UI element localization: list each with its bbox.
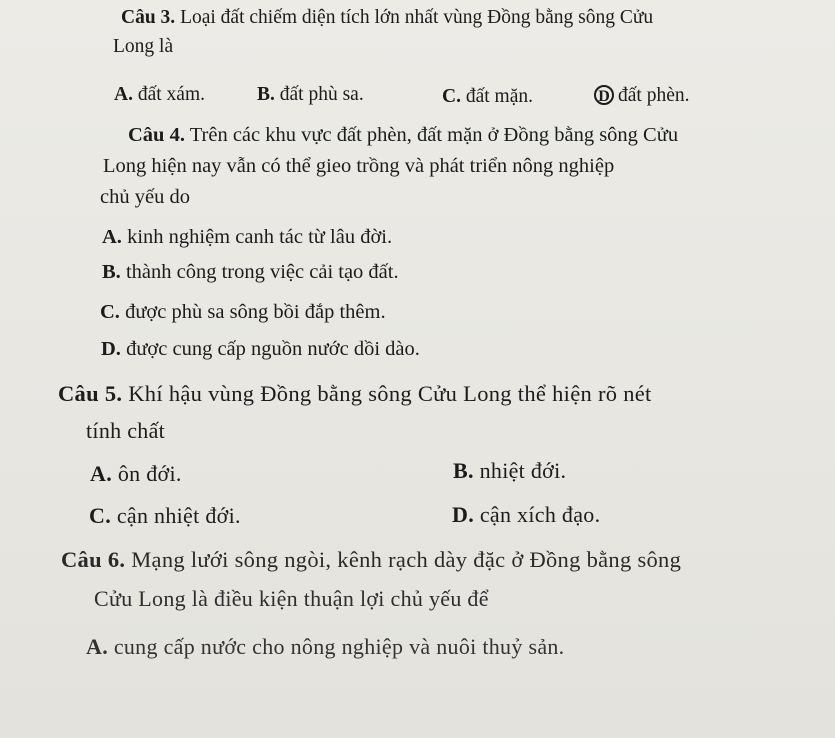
question-4-line-2: [103, 156, 614, 177]
question-6-line-2: [94, 588, 489, 610]
question-text: chủ yếu do: [100, 186, 190, 208]
option-text: ôn đới.: [117, 461, 182, 486]
option-a[interactable]: [114, 85, 205, 105]
option-d-selected[interactable]: [594, 85, 689, 106]
question-4-line-1: [128, 125, 678, 146]
option-text: cận nhiệt đới.: [116, 503, 241, 528]
option-letter: C.: [442, 86, 461, 107]
option-text: đất xám.: [137, 84, 205, 105]
option-text: cận xích đạo.: [479, 502, 601, 527]
question-text: Long là: [113, 36, 174, 57]
option-c[interactable]: [100, 302, 386, 323]
option-a[interactable]: [86, 636, 565, 658]
option-b[interactable]: [102, 262, 399, 283]
question-text: Cửu Long là điều kiện thuận lợi chủ yếu để: [94, 586, 489, 611]
question-6-line-1: [61, 549, 681, 572]
option-text: đất phèn.: [618, 85, 690, 106]
question-3-line-1: [121, 8, 653, 28]
question-text: tính chất: [86, 418, 166, 443]
selected-answer-circle: D: [594, 85, 614, 105]
option-letter: D.: [452, 502, 474, 527]
option-text: cung cấp nước cho nông nghiệp và nuôi thuỷ sản.: [113, 634, 565, 659]
option-text: được phù sa sông bồi đắp thêm.: [125, 301, 386, 323]
option-letter: B.: [102, 261, 121, 283]
question-5-line-1: [58, 383, 652, 406]
question-text: Khí hậu vùng Đồng bằng sông Cửu Long thể hiện rõ nét: [128, 381, 652, 406]
option-letter: B.: [453, 458, 474, 483]
question-text: Trên các khu vực đất phèn, đất mặn ở Đồng bằng sông Cửu: [189, 124, 679, 146]
option-text: đất mặn.: [465, 86, 533, 107]
option-letter: C.: [100, 301, 120, 323]
question-text: Mạng lưới sông ngòi, kênh rạch dày đặc ở Đồng bằng sông: [131, 547, 682, 572]
question-3-line-2: [113, 37, 173, 57]
option-letter: A.: [86, 634, 108, 659]
option-c[interactable]: [89, 505, 241, 527]
option-d[interactable]: [452, 504, 600, 526]
option-d[interactable]: [101, 339, 420, 360]
option-text: nhiệt đới.: [479, 458, 567, 483]
option-letter: A.: [102, 226, 122, 248]
option-letter: A.: [114, 84, 133, 105]
option-text: thành công trong việc cải tạo đất.: [125, 261, 399, 283]
question-label: Câu 5.: [58, 381, 123, 406]
option-b[interactable]: [453, 460, 566, 482]
question-text: Loại đất chiếm diện tích lớn nhất vùng Đồng bằng sông Cửu: [180, 7, 654, 28]
option-text: đất phù sa.: [279, 84, 364, 105]
option-letter: D.: [101, 338, 121, 360]
question-5-line-2: [86, 420, 165, 442]
question-text: Long hiện nay vẫn có thể gieo trồng và phát triển nông nghiệp: [103, 155, 615, 177]
option-c[interactable]: [442, 87, 533, 107]
option-text: kinh nghiệm canh tác từ lâu đời.: [127, 226, 393, 248]
option-a[interactable]: [102, 227, 392, 248]
option-a[interactable]: [90, 463, 182, 485]
question-label: Câu 6.: [61, 547, 126, 572]
question-label: Câu 4.: [128, 124, 185, 146]
option-letter: B.: [257, 84, 275, 105]
question-label: Câu 3.: [121, 7, 176, 28]
question-4-line-3: [100, 187, 190, 208]
option-letter: C.: [89, 503, 111, 528]
option-b[interactable]: [257, 85, 364, 105]
option-letter: A.: [90, 461, 112, 486]
option-text: được cung cấp nguồn nước dồi dào.: [126, 338, 420, 360]
